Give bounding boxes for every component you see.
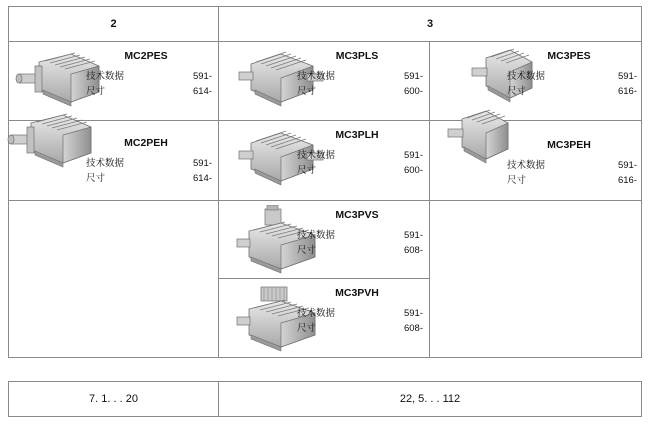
product-cell-mc2peh[interactable] <box>9 121 218 200</box>
spec-label: 技术数据 <box>297 308 336 319</box>
spec-technical-data <box>297 148 423 163</box>
product-name: MC2PEH <box>124 137 168 149</box>
product-name: MC3PLH <box>335 129 379 141</box>
spec-dimensions <box>297 321 423 336</box>
spec-dimensions <box>507 84 637 99</box>
spec-technical-data <box>297 306 423 321</box>
product-name: MC3PEH <box>547 139 591 151</box>
spec-dimensions <box>297 163 423 178</box>
spec-value: 608- <box>403 245 423 256</box>
spec-value: 591- <box>617 71 637 82</box>
cell-column3-left-row1 <box>219 42 430 200</box>
product-cell-mc3pvh[interactable] <box>219 279 429 357</box>
spec-value: 591- <box>403 71 423 82</box>
product-cell-mc3pls[interactable] <box>219 42 429 121</box>
product-block <box>219 42 429 120</box>
spec-value: 591- <box>617 160 637 171</box>
cell-column2-row2-empty <box>9 201 219 357</box>
spec-value: 614- <box>192 173 212 184</box>
spec-technical-data <box>86 156 212 171</box>
spec-dimensions <box>86 171 212 186</box>
spec-label: 技术数据 <box>297 150 336 161</box>
product-info <box>507 139 637 188</box>
product-block <box>219 201 429 278</box>
spec-technical-data <box>507 69 637 84</box>
ratio-range-column2: 7. 1. . . 20 <box>9 382 219 416</box>
product-block <box>219 121 429 200</box>
spec-label: 技术数据 <box>507 71 546 82</box>
spec-technical-data <box>297 228 423 243</box>
column-header-3: 3 <box>426 18 434 30</box>
product-block <box>430 121 641 200</box>
product-block <box>9 121 218 200</box>
spec-value: 591- <box>403 150 423 161</box>
table-row <box>9 42 641 201</box>
spec-dimensions <box>507 173 637 188</box>
spec-value: 616- <box>617 86 637 97</box>
product-block <box>219 279 429 357</box>
spec-label: 尺寸 <box>297 86 317 97</box>
spec-dimensions <box>297 243 423 258</box>
spec-value: 600- <box>403 86 423 97</box>
spec-label: 尺寸 <box>297 245 317 256</box>
spec-dimensions <box>86 84 212 99</box>
table-header-row <box>9 7 641 42</box>
spec-value: 591- <box>192 71 212 82</box>
spec-value: 591- <box>403 230 423 241</box>
spec-label: 尺寸 <box>86 173 106 184</box>
spec-technical-data <box>507 158 637 173</box>
spec-label: 技术数据 <box>86 158 125 169</box>
product-info <box>86 137 212 186</box>
spec-value: 614- <box>192 86 212 97</box>
product-name: MC3PLS <box>335 50 379 62</box>
spec-technical-data <box>297 69 423 84</box>
product-info <box>86 50 212 99</box>
product-cell-mc3peh[interactable] <box>430 121 641 200</box>
spec-label: 技术数据 <box>297 230 336 241</box>
product-name: MC3PES <box>547 50 591 62</box>
spec-technical-data <box>86 69 212 84</box>
spec-label: 尺寸 <box>507 86 527 97</box>
cell-column3-left-row2 <box>219 201 430 357</box>
product-cell-mc3plh[interactable] <box>219 121 429 200</box>
cell-column3-right-row1 <box>430 42 641 200</box>
product-matrix-table <box>8 6 642 358</box>
product-name: MC3PVS <box>335 209 379 221</box>
spec-value: 600- <box>403 165 423 176</box>
spec-label: 尺寸 <box>86 86 106 97</box>
spec-label: 尺寸 <box>297 323 317 334</box>
ratio-range-column3: 22, 5. . . 112 <box>399 393 461 405</box>
column-header-2: 2 <box>9 7 219 41</box>
product-info <box>297 209 423 258</box>
product-info <box>297 287 423 336</box>
product-info <box>507 50 637 99</box>
spec-label: 尺寸 <box>507 175 527 186</box>
spec-value: 591- <box>403 308 423 319</box>
spec-label: 技术数据 <box>86 71 125 82</box>
product-name: MC3PVH <box>335 287 379 299</box>
table-row <box>9 201 641 357</box>
spec-label: 尺寸 <box>297 165 317 176</box>
spec-value: 608- <box>403 323 423 334</box>
cell-column3-right-row2-empty <box>430 201 641 357</box>
product-cell-mc3pvs[interactable] <box>219 201 429 279</box>
spec-value: 591- <box>192 158 212 169</box>
spec-dimensions <box>297 84 423 99</box>
product-info <box>297 129 423 178</box>
product-info <box>297 50 423 99</box>
product-name: MC2PES <box>124 50 168 62</box>
spec-label: 技术数据 <box>297 71 336 82</box>
spec-value: 616- <box>617 175 637 186</box>
spec-label: 技术数据 <box>507 160 546 171</box>
ratio-range-table <box>8 381 642 417</box>
cell-column2-row1 <box>9 42 219 200</box>
